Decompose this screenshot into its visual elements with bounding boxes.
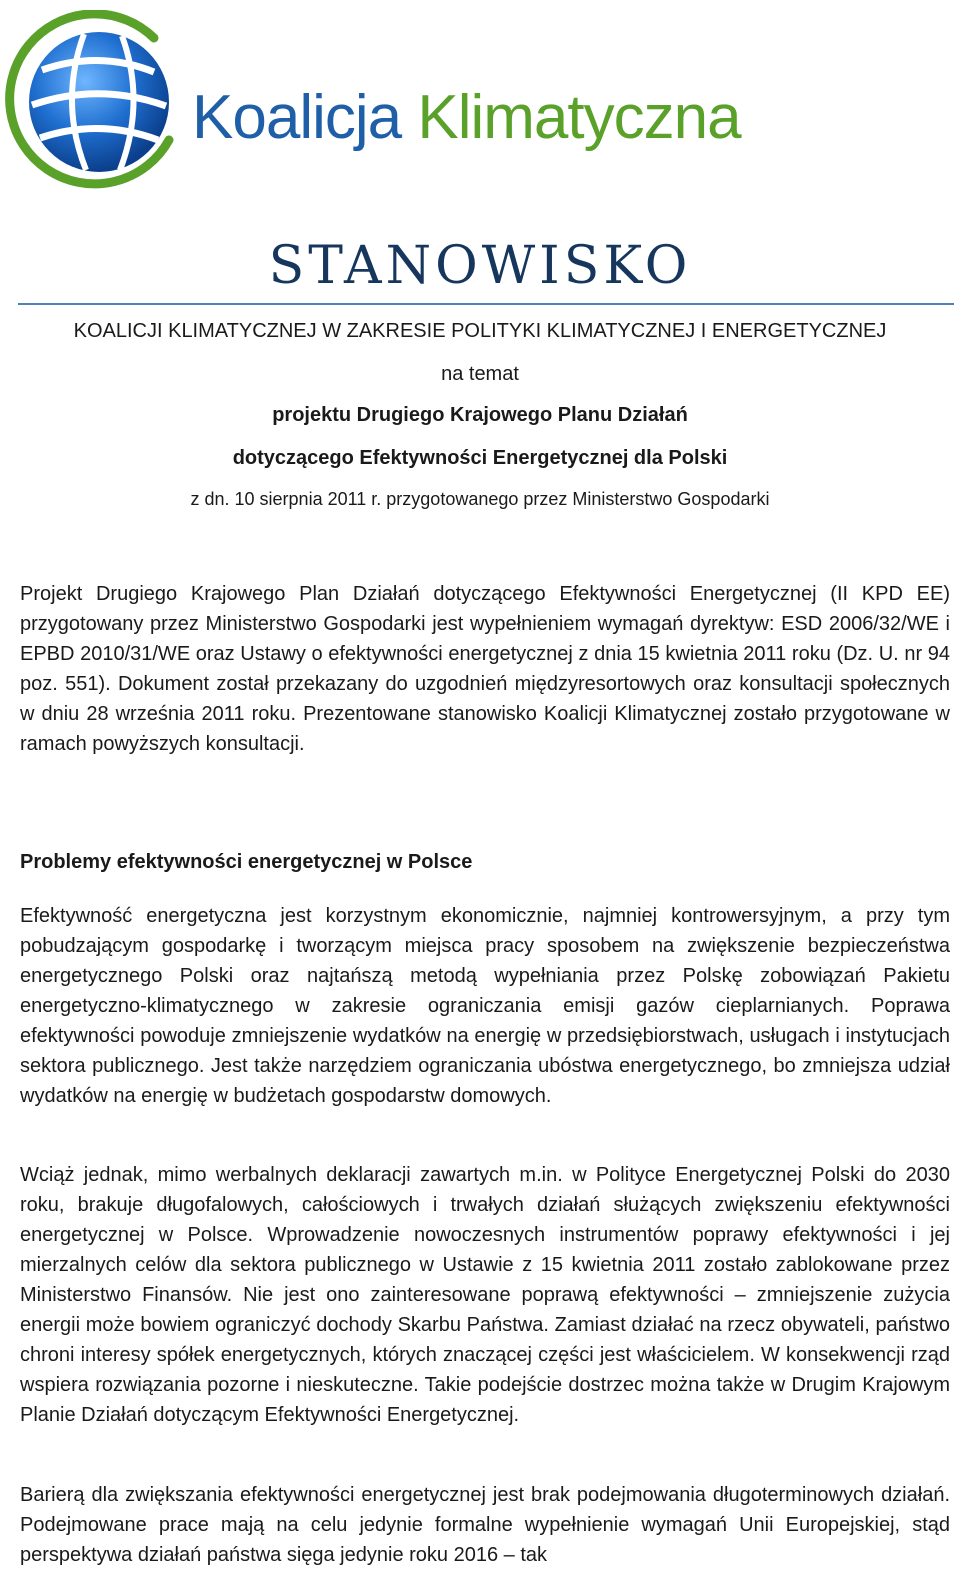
subtitle-project-scope: dotyczącego Efektywności Energetycznej dla Polski xyxy=(232,447,728,469)
logo-word-koalicja: Koalicja xyxy=(192,83,402,152)
subtitle-date-author: z dn. 10 sierpnia 2011 r. przygotowanego przez Ministerstwo Gospodarki xyxy=(190,489,770,509)
globe-icon xyxy=(4,10,194,190)
section-paragraph-2: Wciąż jednak, mimo werbalnych deklaracji zawartych m.in. w Polityce Energetycznej Polski do 2030 roku, brakuje długofalowych, całościowych i trwałych działań służących zwiększeniu efektywności energetycznej w Polsce. Wprowadzenie nowoczesnych instrumentów poprawy efektywności i jej mierzalnych celów dla sektora publicznego w Ustawie z 15 kwietnia 2011 zostało zablokowane przez Ministerstwo Finansów. Nie jest ono zainteresowane poprawą efektywności – zmniejszenie zużycia energii może bowiem ograniczyć dochody Skarbu Państwa. Zamiast działać na rzecz obywateli, państwo chroni interesy spółek energetycznych, których znaczącej części jest właścicielem. W konsekwencji rząd wspiera rozwiązania pozorne i nieskuteczne. Takie podejście dostrzec można także w Drugim Krajowym Planie Działań dotyczącym Efektywności Energetycznej. xyxy=(20,1164,950,1426)
section-paragraph-3: Barierą dla zwiększania efektywności energetycznej jest brak podejmowania długoterminowych działań. Podejmowane prace mają na celu jedynie formalne wypełnienie wymagań Unii Europejskiej, stąd perspektywa działań państwa sięga jedynie roku 2016 – tak xyxy=(20,1484,950,1566)
subtitle-topic-label: na temat xyxy=(441,363,519,385)
section-heading: Problemy efektywności energetycznej w Polsce xyxy=(20,851,473,873)
document-title: STANOWISKO xyxy=(268,236,692,296)
section-paragraph-1: Efektywność energetyczna jest korzystnym ekonomicznie, najmniej kontrowersyjnym, a przy tym pobudzającym gospodarkę i tworzącym miejsca pracy sposobem na zwiększenie bezpieczeństwa energetycznego Polski oraz najtańszą metodą wypełniania przez Polskę zobowiązań Pakietu energetyczno-klimatycznego w zakresie ograniczania emisji gazów cieplarnianych. Poprawa efektywności powoduje zmniejszenie wydatków na energię w przedsiębiorstwach, usługach i instytucjach sektora publicznego. Jest także narzędziem ograniczania ubóstwa energetycznego, bo zmniejsza udział wydatków na energię w budżetach gospodarstw domowych. xyxy=(20,905,950,1107)
logo-word-klimatyczna: Klimatyczna xyxy=(417,83,741,152)
intro-paragraph: Projekt Drugiego Krajowego Plan Działań dotyczącego Efektywności Energetycznej (II KPD EE) przygotowany przez Ministerstwo Gospodarki jest wypełnieniem wymagań dyrektyw: ESD 2006/32/WE i EPBD 2010/31/WE oraz Ustawy o efektywności energetycznej z dnia 15 kwietnia 2011 roku (Dz. U. nr 94 poz. 551). Dokument został przekazany do uzgodnień międzyresortowych oraz konsultacji społecznych w dniu 28 września 2011 roku. Prezentowane stanowisko Koalicji Klimatycznej zostało przygotowane w ramach powyższych konsultacji. xyxy=(20,583,950,755)
logo-wordmark xyxy=(192,82,741,153)
subtitle-organization: KOALICJI KLIMATYCZNEJ W ZAKRESIE POLITYKI KLIMATYCZNEJ I ENERGETYCZNEJ xyxy=(73,320,887,342)
title-divider xyxy=(18,303,954,305)
organization-logo xyxy=(4,10,774,190)
subtitle-project-name: projektu Drugiego Krajowego Planu Działań xyxy=(272,404,688,426)
